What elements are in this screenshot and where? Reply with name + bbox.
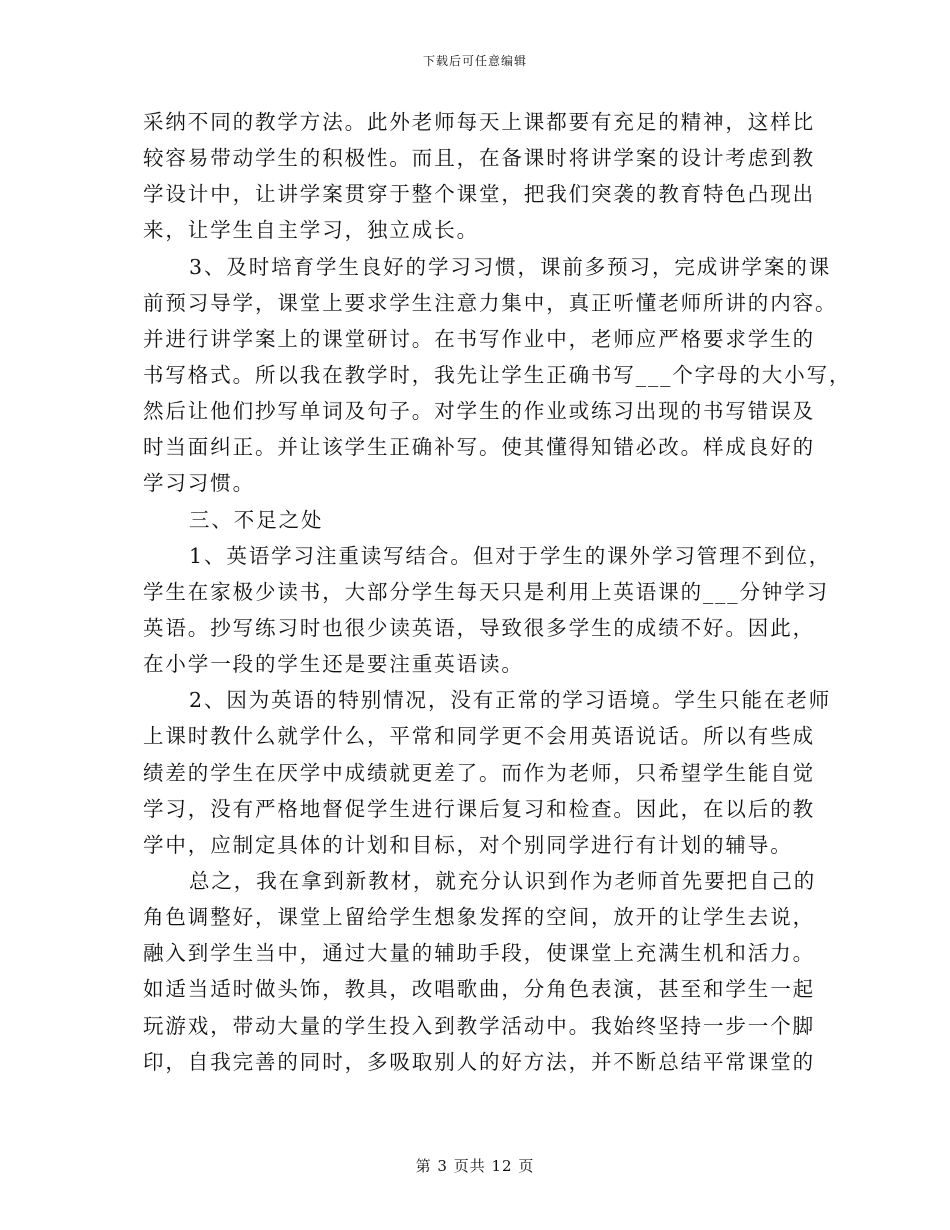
text-line: 1、英语学习注重读写结合。但对于学生的课外学习管理不到位， <box>189 543 832 568</box>
text-line: 学习习惯。 <box>143 471 255 496</box>
text-line: 前预习导学，课堂上要求学生注意力集中，真正听懂老师所讲的内容。 <box>143 290 838 315</box>
text-line: 上课时教什么就学什么，平常和同学更不会用英语说话。所以有些成 <box>143 724 815 749</box>
text-line: 3、及时培育学生良好的学习习惯，课前多预习，完成讲学案的课 <box>189 254 832 279</box>
text-line: 学中，应制定具体的计划和目标，对个别同学进行有计划的辅导。 <box>143 832 793 857</box>
text-line: 英语。抄写练习时也很少读英语，导致很多学生的成绩不好。因此， <box>143 615 815 640</box>
text-line: 绩差的学生在厌学中成绩就更差了。而作为老师，只希望学生能自觉 <box>143 760 815 785</box>
text-line: 采纳不同的教学方法。此外老师每天上课都要有充足的精神，这样比 <box>143 110 815 134</box>
text-line: 总之，我在拿到新教材，就充分认识到作为老师首先要把自己的 <box>189 868 817 893</box>
page-footer: 第 3 页共 12 页 <box>415 1157 535 1175</box>
text-line: 并进行讲学案上的课堂研讨。在书写作业中，老师应严格要求学生的 <box>143 326 815 351</box>
text-line: 书写格式。所以我在教学时，我先让学生正确书写___个字母的大小写， <box>143 362 852 387</box>
text-line: 三、不足之处 <box>189 507 324 532</box>
text-line: 玩游戏，带动大量的学生投入到教学活动中。我始终坚持一步一个脚 <box>143 1013 815 1038</box>
text-line: 来，让学生自主学习，独立成长。 <box>143 218 479 243</box>
text-line: 在小学一段的学生还是要注重英语读。 <box>143 652 524 677</box>
text-line: 然后让他们抄写单词及句子。对学生的作业或练习出现的书写错误及 <box>143 399 815 424</box>
text-line: 印，自我完善的同时，多吸取别人的好方法，并不断总结平常课堂的 <box>143 1049 815 1074</box>
page-header: 下载后可任意编辑 <box>422 54 527 68</box>
text-line: 时当面纠正。并让该学生正确补写。使其懂得知错必改。样成良好的 <box>143 435 815 460</box>
text-line: 学生在家极少读书，大部分学生每天只是利用上英语课的___分钟学习 <box>143 579 830 604</box>
text-line: 较容易带动学生的积极性。而且，在备课时将讲学案的设计考虑到教 <box>143 146 815 171</box>
text-line: 角色调整好，课堂上留给学生想象发挥的空间，放开的让学生去说， <box>143 905 815 930</box>
text-line: 如适当适时做头饰，教具，改唱歌曲，分角色表演，甚至和学生一起 <box>143 977 815 1002</box>
text-line: 融入到学生当中，通过大量的辅助手段，使课堂上充满生机和活力。 <box>143 941 815 966</box>
document-body <box>143 104 852 1080</box>
text-line: 学习，没有严格地督促学生进行课后复习和检查。因此，在以后的教 <box>143 796 815 821</box>
text-line: 2、因为英语的特别情况，没有正常的学习语境。学生只能在老师 <box>189 688 832 713</box>
text-line: 学设计中，让讲学案贯穿于整个课堂，把我们突袭的教育特色凸现出 <box>143 182 815 207</box>
